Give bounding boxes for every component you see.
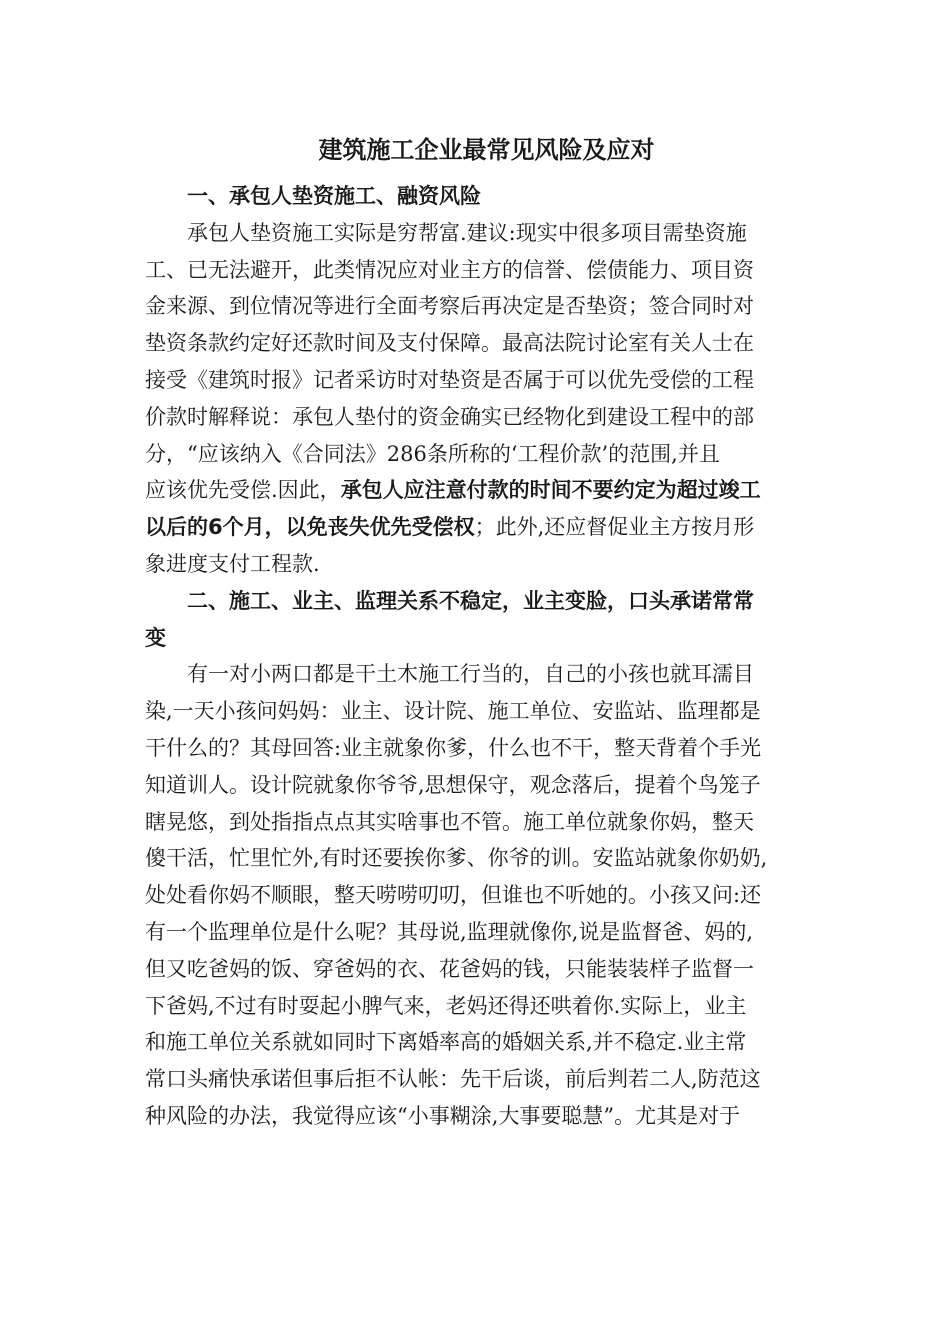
paragraph-line: 金来源、到位情况等进行全面考察后再决定是否垫资；签合同时对 [145,294,754,319]
section-1-heading: 一、承包人垫资施工、融资风险 [187,184,481,208]
paragraph-line: 瞎晃悠，到处指指点点其实啥事也不管。施工单位就象你妈，整天 [145,809,754,834]
section-2-heading: 二、施工、业主、监理关系不稳定，业主变脸，口头承诺常常 [187,588,754,613]
emphasis-text: 承包人应注意付款的时间不要约定为超过竣工 [340,478,761,503]
document-title: 建筑施工企业最常见风险及应对 [318,136,655,164]
paragraph-line [145,472,810,509]
paragraph-line: 傻干活，忙里忙外,有时还要挨你爹、你爷的训。安监站就象你奶奶, [145,846,768,871]
paragraph-line: 垫资条款约定好还款时间及支付保障。最高法院讨论室有关人士在 [145,331,754,356]
paragraph-line: 染,一天小孩问妈妈：业主、设计院、施工单位、安监站、监理都是 [145,699,761,724]
paragraph-line: 干什么的？其母回答:业主就象你爹，什么也不干，整天背着个手光 [145,735,762,760]
paragraph-line: 知道训人。设计院就象你爷爷,思想保守，观念落后，提着个鸟笼子 [145,772,761,797]
normal-text: 应该优先受偿.因此， [145,478,341,503]
paragraph-line: 象进度支付工程款. [145,551,320,576]
emphasis-text: 以后的6个月，以免丧失优先受偿权 [145,515,475,540]
paragraph-line: 常口头痛快承诺但事后拒不认帐：先干后谈，前后判若二人,防范这 [145,1067,761,1092]
paragraph-line: 有一个监理单位是什么呢？其母说,监理就像你,说是监督爸、妈的, [145,919,754,944]
section-2-heading-continued: 变 [145,625,166,650]
paragraph-line: 和施工单位关系就如同时下离婚率高的婚姻关系,并不稳定.业主常 [145,1030,747,1055]
normal-text: ；此外,还应督促业主方按月形 [474,515,755,540]
document-page [145,128,810,1135]
paragraph-line: 接受《建筑时报》记者采访时对垫资是否属于可以优先受偿的工程 [145,367,754,392]
paragraph-line: 下爸妈,不过有时耍起小脾气来，老妈还得还哄着你.实际上，业主 [145,993,747,1018]
paragraph-line: 工、已无法避开，此类情况应对业主方的信誉、偿债能力、项目资 [145,257,754,282]
paragraph-line: 处处看你妈不顺眼，整天唠唠叨叨，但谁也不听她的。小孩又问:还 [145,883,762,908]
paragraph-line: 承包人垫资施工实际是穷帮富.建议:现实中很多项目需垫资施 [187,220,747,245]
paragraph-line: 价款时解释说：承包人垫付的资金确实已经物化到建设工程中的部 [145,404,754,429]
paragraph-line [145,509,810,546]
paragraph-line: 分，“应该纳入《合同法》286条所称的‘工程价款’的范围,并且 [145,441,720,466]
paragraph-line: 但又吃爸妈的饭、穿爸妈的衣、花爸妈的钱，只能装装样子监督一 [145,956,754,981]
paragraph-line: 种风险的办法，我觉得应该“小事糊涂,大事要聪慧”。尤其是对于 [145,1103,741,1128]
paragraph-line: 有一对小两口都是干土木施工行当的，自己的小孩也就耳濡目 [187,662,754,687]
